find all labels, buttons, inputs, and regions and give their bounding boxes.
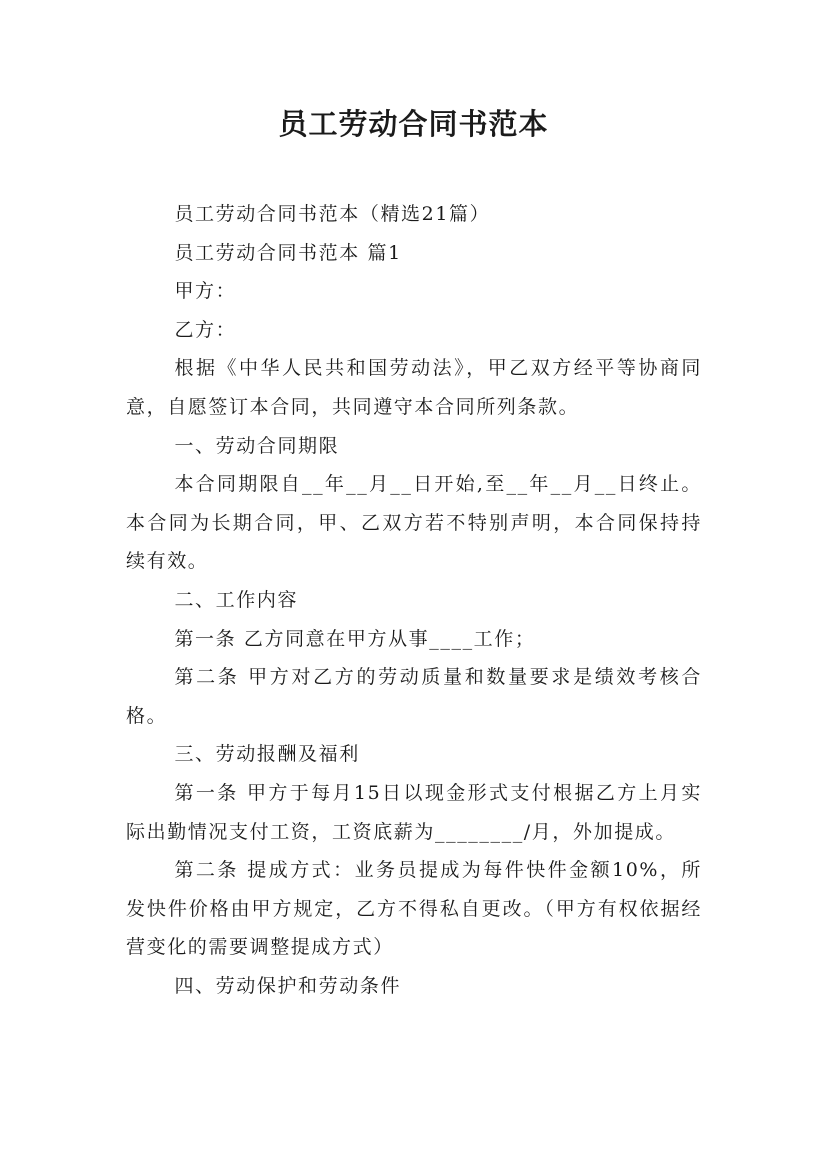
document-title: 员工劳动合同书范本 bbox=[278, 107, 549, 141]
work-article-2: 第二条 甲方对乙方的劳动质量和数量要求是绩效考核合格。 bbox=[126, 666, 702, 727]
section-heading-work: 二、工作内容 bbox=[174, 588, 299, 611]
party-b-line: 乙方： bbox=[174, 318, 237, 341]
section-heading-term: 一、劳动合同期限 bbox=[174, 434, 340, 457]
party-a-line: 甲方： bbox=[174, 280, 237, 303]
section-heading-pay: 三、劳动报酬及福利 bbox=[174, 743, 360, 766]
work-article-1: 第一条 乙方同意在甲方从事____工作； bbox=[174, 627, 536, 650]
section-heading-protection: 四、劳动保护和劳动条件 bbox=[174, 974, 402, 997]
pay-article-2: 第二条 提成方式：业务员提成为每件快件金额10%，所发快件价格由甲方规定，乙方不得私自更改。（甲方有权依据经营变化的需要调整提成方式） bbox=[126, 859, 702, 959]
preamble-paragraph: 根据《中华人民共和国劳动法》，甲乙双方经平等协商同意，自愿签订本合同，共同遵守本合同所列条款。 bbox=[126, 357, 702, 418]
paragraph-heading-part-1: 员工劳动合同书范本 篇1 bbox=[174, 241, 402, 264]
document-body bbox=[126, 195, 702, 1005]
term-paragraph: 本合同期限自__年__月__日开始,至__年__月__日终止。本合同为长期合同，甲、乙双方若不特别声明，本合同保持持续有效。 bbox=[126, 473, 702, 573]
pay-article-1: 第一条 甲方于每月15日以现金形式支付根据乙方上月实际出勤情况支付工资，工资底薪为________/月，外加提成。 bbox=[126, 781, 702, 843]
paragraph-heading-collection: 员工劳动合同书范本（精选21篇） bbox=[174, 203, 491, 225]
